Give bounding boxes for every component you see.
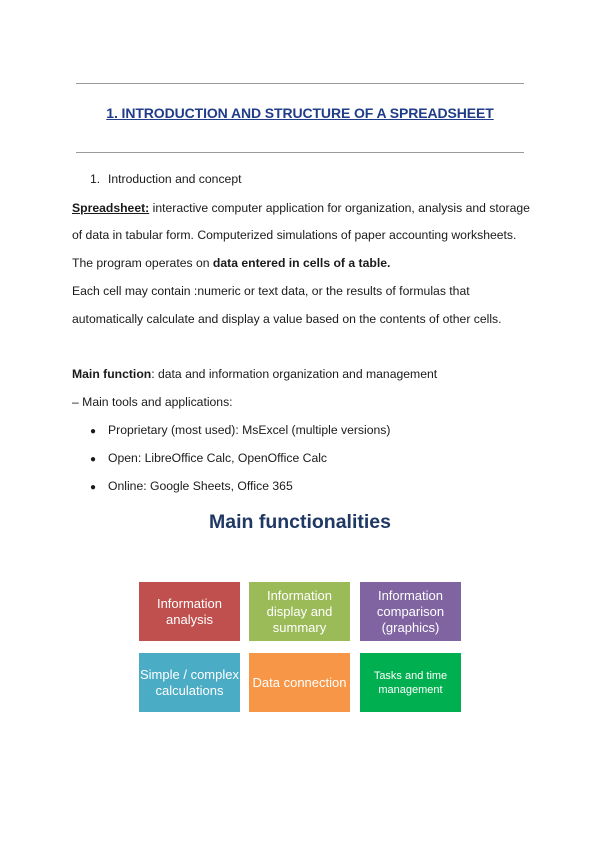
definition-line-2: of data in tabular form. Computerized simulations of paper accounting worksheets. [72,228,517,242]
section-heading [90,172,241,186]
operates-bold: data entered in cells of a table. [212,256,391,270]
tool-item-label: Open: LibreOffice Calc, OpenOffice Calc [108,451,328,465]
box-information-comparison: Information comparison (graphics) [360,582,461,641]
definition-line-1 [72,201,530,215]
tool-bullet-3 [90,479,293,493]
definition-text: interactive computer application for organization, analysis and storage [149,201,530,215]
diagram-title: Main functionalities [208,511,391,533]
tool-bullet-2 [90,451,327,465]
top-rule [76,83,524,84]
bullet-icon: ● [90,426,97,437]
tool-bullet-1 [90,423,390,437]
tool-item-label: Online: Google Sheets, Office 365 [108,479,293,493]
definition-line-3 [72,256,390,270]
main-function-text: : data and information organization and management [151,367,438,381]
tools-intro: – Main tools and applications: [72,395,233,409]
tool-item-label: Proprietary (most used): MsExcel (multiple versions) [108,423,391,437]
definition-line-4: Each cell may contain :numeric or text data, or the results of formulas that [72,284,470,298]
page-title: 1. INTRODUCTION AND STRUCTURE OF A SPREADSHEET [106,105,494,121]
bottom-rule [76,152,524,153]
term-spreadsheet: Spreadsheet: [72,201,150,215]
main-function-line [72,367,437,381]
main-function-label: Main function [72,367,152,381]
box-tasks-time: Tasks and time management [360,653,461,712]
definition-line-5: automatically calculate and display a value based on the contents of other cells. [72,312,502,326]
box-calculations: Simple / complex calculations [139,653,240,712]
box-information-analysis: Information analysis [139,582,240,641]
operates-text: The program operates on [72,256,213,270]
bullet-icon: ● [90,454,97,465]
section-number: 1. [90,172,101,186]
box-data-connection: Data connection [249,653,350,712]
section-label: Introduction and concept [108,172,242,186]
box-information-display: Information display and summary [249,582,350,641]
bullet-icon: ● [90,482,97,493]
